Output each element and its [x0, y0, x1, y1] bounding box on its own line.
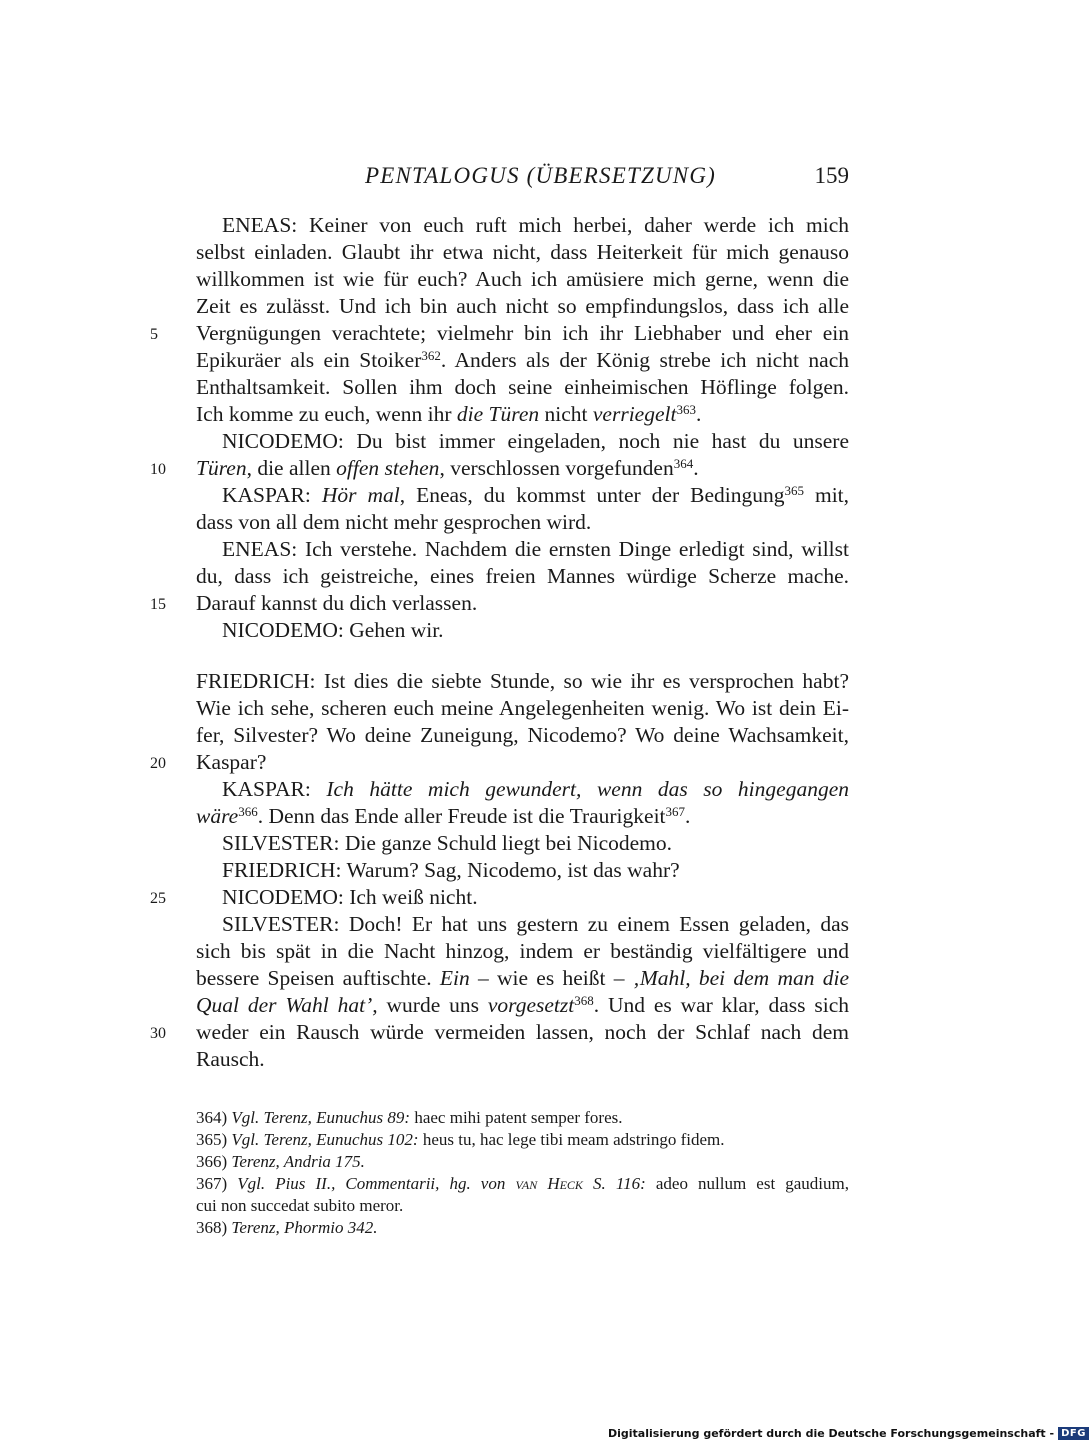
- footnote-ref: 364: [673, 456, 694, 471]
- footnote-ref: 365: [784, 483, 804, 498]
- text-line: FRIEDRICH: Warum? Sag, Nicodemo, ist das wahr?: [222, 858, 680, 882]
- text-line: ENEAS: Keiner von euch ruft mich herbei, daher werde ich mich: [222, 213, 849, 237]
- text-line: Ich komme zu euch, wenn ihr die Türen nicht verriegelt$^{363}$.: [196, 402, 702, 426]
- text-line: sich bis spät in die Nacht hinzog, indem er beständig vielfältigere und: [196, 939, 849, 963]
- footnote-ref: 363: [676, 402, 696, 417]
- text-line: Kaspar?: [196, 750, 267, 774]
- text-line: SILVESTER: Doch! Er hat uns gestern zu einem Essen geladen, das: [222, 912, 849, 936]
- text-line: Qual der Wahl hat’, wurde uns vorgesetzt$^{368}$. Und es war klar, dass sich: [196, 993, 849, 1017]
- footnote-ref: 366: [238, 804, 258, 819]
- footnote: 364) Vgl. Terenz, Eunuchus 89: haec mihi patent semper fores.: [196, 1108, 623, 1127]
- text-line: FRIEDRICH: Ist dies die siebte Stunde, so wie ihr es versprochen habt?: [196, 669, 849, 693]
- text-line: bessere Speisen auftischte. Ein – wie es heißt – ‚Mahl, bei dem man die: [196, 966, 850, 990]
- text-line: weder ein Rausch würde vermeiden lassen, noch der Schlaf nach dem: [196, 1020, 849, 1044]
- footnote: 367) Vgl. Pius II., Commentarii, hg. von van Heck S. 116: adeo nullum est gaudium,: [196, 1174, 850, 1193]
- line-number: 15: [150, 596, 166, 613]
- line-number: 10: [150, 461, 166, 478]
- text-line: du, dass ich geistreiche, eines freien Mannes würdige Scherze mache.: [196, 564, 849, 588]
- text-line: KASPAR: Ich hätte mich gewundert, wenn das so hingegangen: [222, 777, 849, 801]
- text-line: Epikuräer als ein Stoiker$^{362}$. Anders als der König strebe ich nicht nach: [196, 348, 849, 372]
- text-line: NICODEMO: Du bist immer eingeladen, noch nie hast du unsere: [222, 429, 849, 453]
- footnote: 366) Terenz, Andria 175.: [196, 1152, 365, 1171]
- text-line: Türen, die allen offen stehen, verschlossen vorgefunden$^{364}$.: [196, 456, 699, 480]
- text-line: fer, Silvester? Wo deine Zuneigung, Nicodemo? Wo deine Wachsamkeit,: [196, 723, 849, 747]
- text-line: NICODEMO: Ich weiß nicht.: [222, 885, 478, 909]
- dfg-notice-text: Digitalisierung gefördert durch die Deutsche Forschungsgemeinschaft -: [608, 1427, 1055, 1440]
- text-line: selbst einladen. Glaubt ihr etwa nicht, dass Heiterkeit für mich genauso: [196, 240, 849, 264]
- text-line: Enthaltsamkeit. Sollen ihm doch seine einheimischen Höflinge folgen.: [196, 375, 849, 399]
- footnote-ref: 367: [665, 804, 686, 819]
- text-line: Darauf kannst du dich verlassen.: [196, 591, 478, 615]
- line-number: 25: [150, 890, 166, 907]
- footnote-ref: 362: [421, 348, 441, 363]
- dfg-funding-notice: [608, 1427, 1086, 1440]
- footnote-ref: 368: [574, 993, 594, 1008]
- text-line: ENEAS: Ich verstehe. Nachdem die ernsten Dinge erledigt sind, willst: [222, 537, 849, 561]
- text-line: NICODEMO: Gehen wir.: [222, 618, 444, 642]
- footnote: 365) Vgl. Terenz, Eunuchus 102: heus tu, hac lege tibi meam adstringo fidem.: [196, 1130, 725, 1149]
- text-line: SILVESTER: Die ganze Schuld liegt bei Nicodemo.: [222, 831, 673, 855]
- text-line: Zeit es zulässt. Und ich bin auch nicht so empfindungslos, dass ich alle: [196, 294, 849, 318]
- footnote: cui non succedat subito meror.: [196, 1196, 404, 1215]
- text-line: Vergnügungen verachtete; vielmehr bin ich ihr Liebhaber und eher ein: [196, 321, 849, 345]
- text-line: willkommen ist wie für euch? Auch ich amüsiere mich gerne, wenn die: [196, 267, 849, 291]
- text-line: wäre$^{366}$. Denn das Ende aller Freude ist die Traurigkeit$^{367}$.: [196, 804, 691, 828]
- line-number: 5: [150, 326, 158, 343]
- text-line: KASPAR: Hör mal, Eneas, du kommst unter der Bedingung$^{365}$ mit,: [222, 483, 850, 507]
- text-line: Rausch.: [196, 1047, 265, 1071]
- text-line: dass von all dem nicht mehr gesprochen wird.: [196, 510, 592, 534]
- page-number: 159: [814, 163, 849, 188]
- line-number: 30: [150, 1025, 166, 1042]
- footnote: 368) Terenz, Phormio 342.: [196, 1218, 378, 1237]
- running-header-title: PENTALOGUS (ÜBERSETZUNG): [364, 163, 716, 188]
- line-number: 20: [150, 755, 166, 772]
- text-line: Wie ich sehe, scheren euch meine Angelegenheiten wenig. Wo ist dein Ei-: [196, 696, 849, 720]
- dfg-logo-icon: DFG: [1058, 1427, 1089, 1440]
